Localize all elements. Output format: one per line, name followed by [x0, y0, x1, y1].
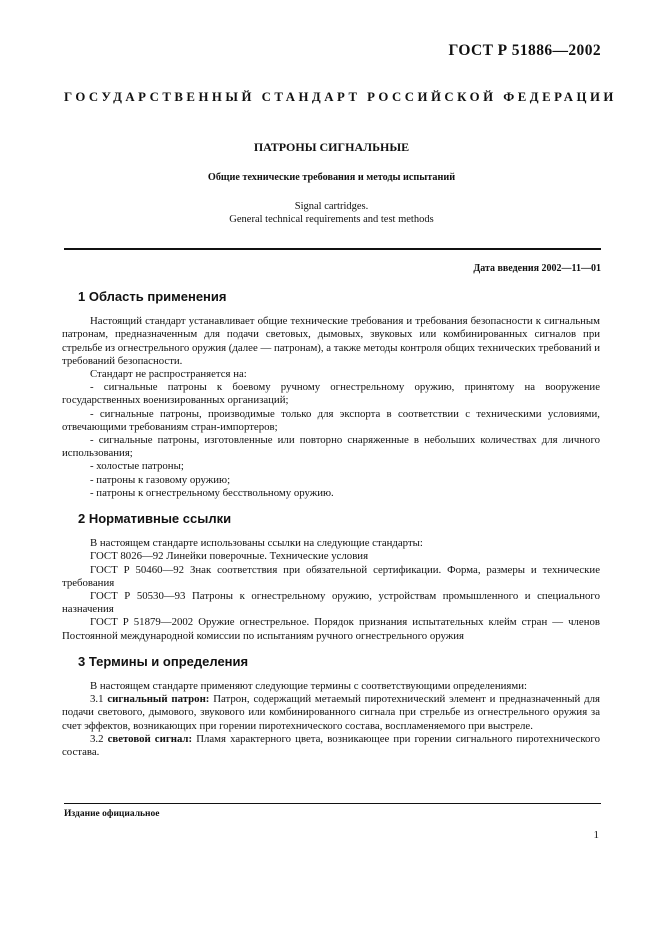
term-name: сигнальный патрон: — [107, 693, 210, 706]
section-scope — [62, 290, 600, 500]
list-item: - холостые патроны; — [90, 460, 184, 473]
english-title — [64, 200, 599, 226]
section-heading: 2 Нормативные ссылки — [78, 511, 232, 527]
document-number: ГОСТ Р 51886—2002 — [448, 42, 601, 59]
list-item: - патроны к газовому оружию; — [90, 473, 231, 486]
english-title-line1: Signal cartridges. — [294, 201, 369, 212]
document-body — [62, 290, 600, 771]
section-heading: 1 Область применения — [78, 289, 227, 304]
document-title: ПАТРОНЫ СИГНАЛЬНЫЕ — [253, 140, 410, 154]
reference-item: ГОСТ Р 50460—92 Знак соответствия при обязательной сертификации. Форма, размеры и технические требования — [62, 563, 600, 589]
section-heading: 3 Термины и определения — [78, 653, 249, 669]
list-item: - патроны к огнестрельному бесствольному оружию. — [90, 486, 334, 499]
term-number: 3.2 — [90, 732, 108, 745]
paragraph: В настоящем стандарте применяют следующие термины с соответствующими определениями: — [90, 680, 527, 693]
english-title-line2: General technical requirements and test methods — [229, 214, 434, 225]
state-standard-banner: ГОСУДАРСТВЕННЫЙ СТАНДАРТ РОССИЙСКОЙ ФЕДЕРАЦИИ — [64, 90, 617, 104]
introduction-date: Дата введения 2002—11—01 — [473, 263, 601, 274]
paragraph: Стандарт не распространяется на: — [90, 368, 247, 381]
term-definition — [62, 693, 600, 733]
reference-item: ГОСТ Р 50530—93 Патроны к огнестрельному оружию, устройствам промышленного и специального назначения — [62, 590, 600, 616]
term-definition — [62, 733, 600, 759]
title-block — [64, 140, 599, 226]
list-item: - сигнальные патроны, производимые только для экспорта в соответствии с техническими условиями, отвечающими требованиям стран-импортеров; — [62, 407, 600, 433]
list-item: - сигнальные патроны к боевому ручному огнестрельному оружию, принятому на вооружение государственных военизированных организаций; — [62, 381, 600, 407]
page-number: 1 — [593, 829, 599, 841]
section-references — [62, 512, 600, 643]
reference-item: ГОСТ Р 51879—2002 Оружие огнестрельное. Порядок признания испытательных клейм стран — членов Постоянной международной комиссии по испытаниям ручного огнестрельного оружия — [62, 616, 600, 642]
official-edition-label: Издание официальное — [64, 809, 160, 819]
top-divider — [64, 248, 601, 250]
section-terms — [62, 655, 600, 759]
bottom-divider — [64, 803, 601, 804]
list-item: - сигнальные патроны, изготовленные или повторно снаряженные в небольших количествах для личного использования; — [62, 434, 600, 460]
term-text: Патрон, содержащий метаемый пиротехнический элемент и предназначенный для подачи светового, дымового, звукового или комбинированного сигнала при стрельбе из огнестрельного оружия за счет эффектов, возникающих при горении пиротехнического состава, воспламеняемого при выстреле. — [62, 693, 600, 732]
term-name: световой сигнал: — [107, 732, 193, 745]
document-subtitle: Общие технические требования и методы испытаний — [207, 172, 456, 183]
term-number: 3.1 — [90, 693, 108, 706]
reference-item: ГОСТ 8026—92 Линейки поверочные. Технические условия — [90, 550, 369, 563]
paragraph: В настоящем стандарте использованы ссылки на следующие стандарты: — [90, 537, 423, 550]
term-text: Пламя характерного цвета, возникающее при горении сигнального пиротехнического состава. — [62, 732, 600, 759]
paragraph: Настоящий стандарт устанавливает общие технические требования и требования безопасности к сигнальным патронам, предназначенным для подачи световых, дымовых, звуковых или комбинированных сигналов при стрельбе из огнестрельного оружия (далее — патронам), а также методы контроля общих технических требований и требований безопасности. — [62, 315, 600, 367]
